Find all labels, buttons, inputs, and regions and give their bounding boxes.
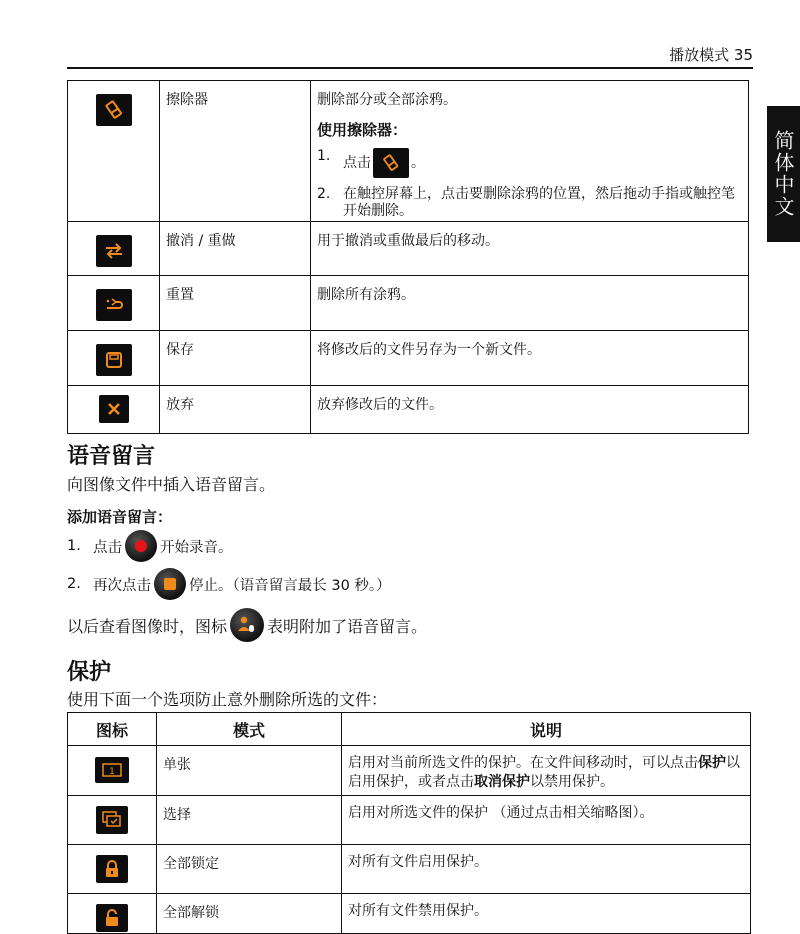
- header-rule: [67, 67, 753, 69]
- mode-description: 对所有文件禁用保护。: [342, 894, 751, 934]
- mode-label: 全部锁定: [157, 845, 342, 894]
- table-row: [68, 386, 749, 434]
- column-header-desc: 说明: [342, 713, 751, 746]
- mode-label: 放弃: [160, 386, 311, 434]
- mode-description: 删除所有涂鸦。: [311, 276, 749, 331]
- language-side-tab: 简体中文: [767, 106, 800, 242]
- eraser-step-2: 2. 在触控屏幕上，点击要删除涂鸦的位置，然后拖动手指或触控笔开始删除。: [317, 186, 735, 219]
- voice-memo-step-2: 2. 再次点击 停止。（语音留言最长 30 秒。）: [67, 567, 391, 601]
- mode-description: 放弃修改后的文件。: [311, 386, 749, 434]
- mode-description: 对所有文件启用保护。: [342, 845, 751, 894]
- voice-memo-attached-icon: [230, 608, 264, 642]
- stop-button-icon: [154, 568, 186, 600]
- select-protect-icon: [96, 806, 128, 834]
- mode-label: 选择: [157, 796, 342, 845]
- mode-label: 保存: [160, 331, 311, 386]
- mode-description: 启用对当前所选文件的保护。在文件间移动时，可以点击保护以启用保护，或者点击取消保护以禁用保护。: [342, 746, 751, 796]
- eraser-icon: [373, 148, 409, 178]
- mode-label: 单张: [157, 746, 342, 796]
- table-row: [68, 746, 751, 796]
- lock-all-icon: [96, 855, 128, 883]
- table-row: [68, 81, 749, 222]
- unlock-all-icon: [96, 904, 128, 932]
- reset-icon: [96, 289, 132, 321]
- mode-description: 删除部分或全部涂鸦。: [317, 92, 457, 108]
- graffiti-tools-table: [67, 80, 749, 434]
- voice-memo-note: 以后查看图像时，图标 表明附加了语音留言。: [67, 607, 427, 643]
- mode-label: 撤消 / 重做: [160, 222, 311, 276]
- table-row: [68, 331, 749, 386]
- voice-memo-subtitle: 添加语音留言：: [67, 508, 173, 526]
- table-row: [68, 845, 751, 894]
- header-text: 播放模式 35: [669, 46, 753, 64]
- single-protect-icon: [95, 757, 129, 783]
- table-row: [68, 894, 751, 934]
- protect-intro: 使用下面一个选项防止意外删除所选的文件：: [67, 690, 388, 709]
- mode-description: 启用对所选文件的保护 （通过点击相关缩略图）。: [342, 796, 751, 845]
- mode-description: 用于撤消或重做最后的移动。: [311, 222, 749, 276]
- column-header-icon: 图标: [68, 713, 157, 746]
- eraser-step-1: 1. 点击 。: [317, 148, 742, 178]
- column-header-mode: 模式: [157, 713, 342, 746]
- discard-icon: [99, 395, 129, 423]
- protect-options-table: [67, 712, 751, 934]
- table-row: [68, 796, 751, 845]
- eraser-usage-title: 使用擦除器：: [317, 121, 408, 139]
- voice-memo-intro: 向图像文件中插入语音留言。: [67, 475, 276, 494]
- voice-memo-step-1: 1. 点击 开始录音。: [67, 529, 233, 563]
- protect-title: 保护: [67, 660, 112, 685]
- save-icon: [96, 344, 132, 376]
- table-row: [68, 276, 749, 331]
- table-header-row: [68, 713, 751, 746]
- eraser-icon: [96, 94, 132, 126]
- record-button-icon: [125, 530, 157, 562]
- table-row: [68, 222, 749, 276]
- page-header: [67, 44, 753, 66]
- undo-redo-icon: [96, 235, 132, 267]
- mode-label: 全部解锁: [157, 894, 342, 934]
- svg-text:1: 1: [109, 767, 115, 777]
- mode-label: 擦除器: [160, 81, 311, 222]
- mode-description: 将修改后的文件另存为一个新文件。: [311, 331, 749, 386]
- mode-label: 重置: [160, 276, 311, 331]
- voice-memo-title: 语音留言: [67, 444, 156, 469]
